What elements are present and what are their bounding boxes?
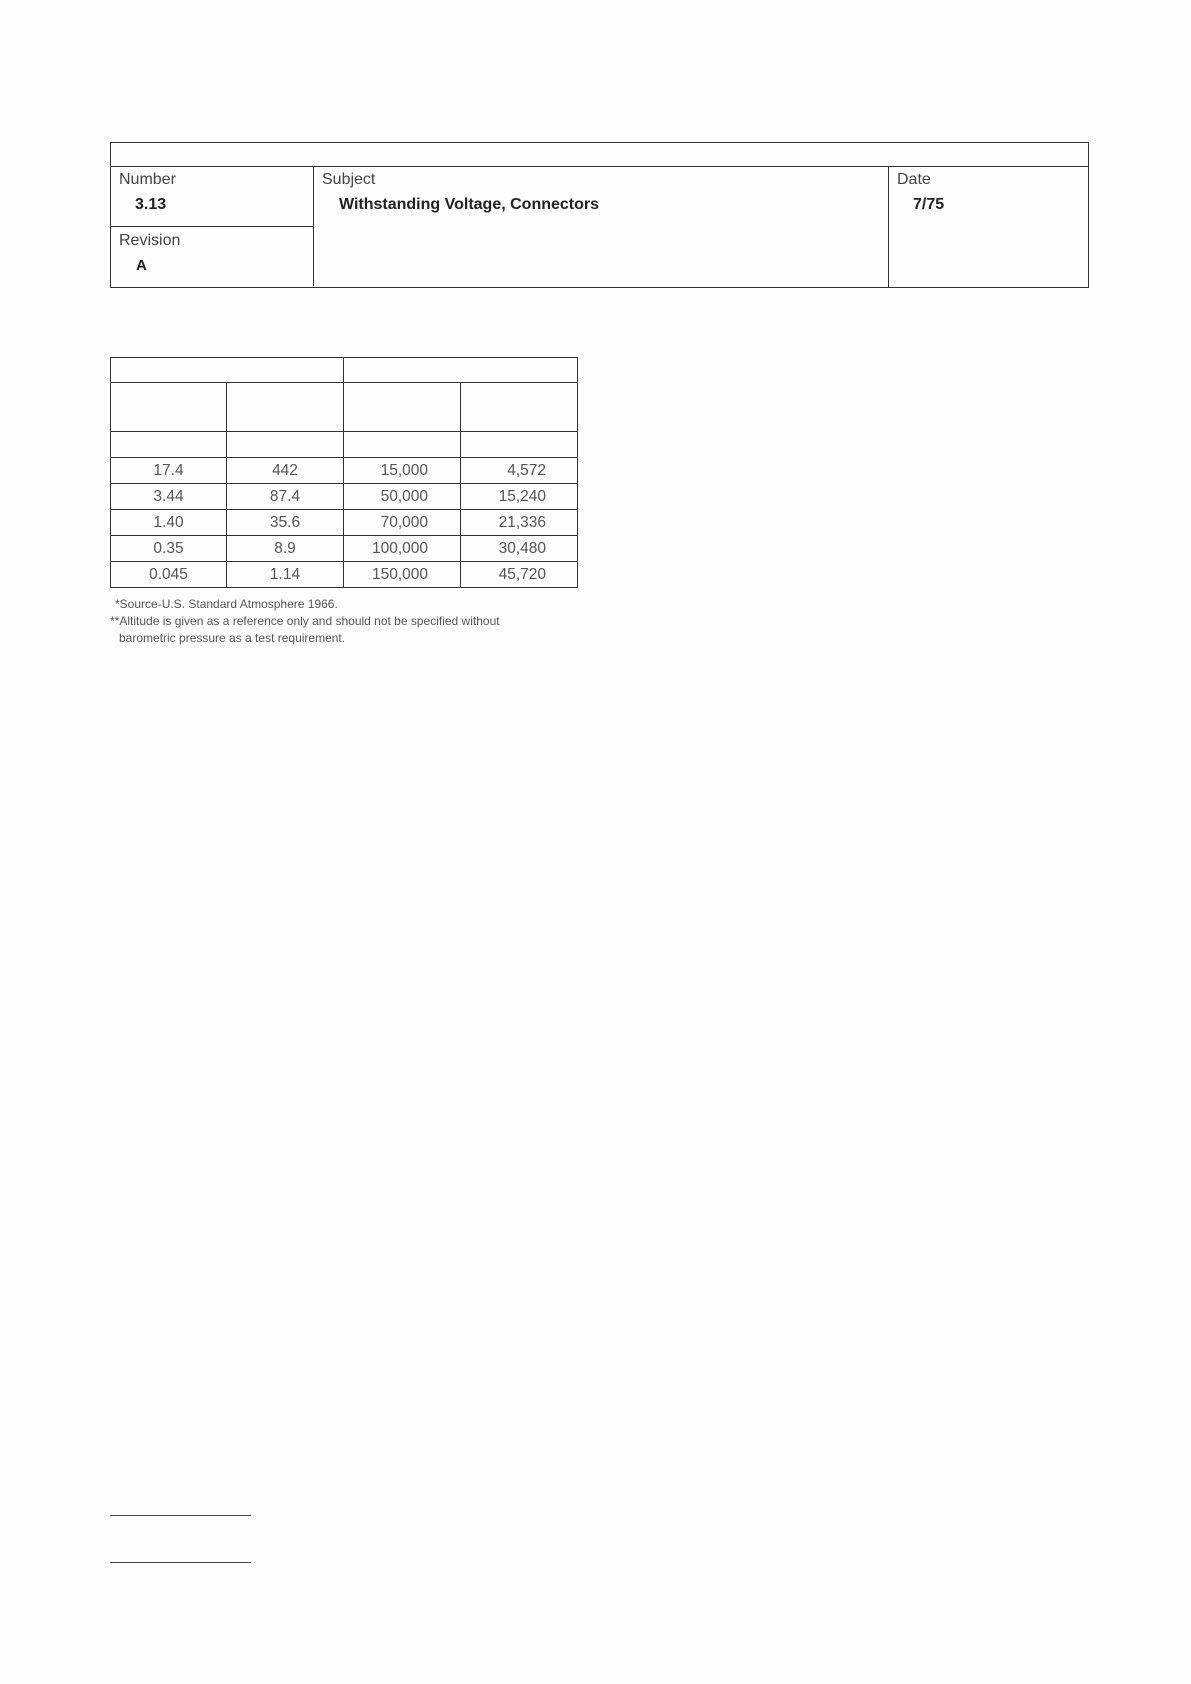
revision-cell (111, 227, 314, 286)
footnote-altitude: **Altitude is given as a reference only and should not be specified without (110, 614, 500, 628)
footnote-source: *Source-U.S. Standard Atmosphere 1966. (115, 597, 338, 611)
table-row (111, 458, 578, 484)
table-cell: 45,720 (461, 562, 578, 588)
table-cell: 87.4 (227, 484, 344, 510)
header-cell (461, 383, 578, 432)
table-footnotes (110, 596, 500, 647)
table-cell: 8.9 (227, 536, 344, 562)
table-row (111, 484, 578, 510)
table-header-row (111, 383, 578, 432)
table-unit-row (111, 432, 578, 458)
header-cell (227, 383, 344, 432)
table-cell: 3.44 (111, 484, 227, 510)
header-cell (111, 383, 227, 432)
table-cell: 100,000 (344, 536, 461, 562)
table-cell: 15,000 (344, 458, 461, 484)
table-row (111, 510, 578, 536)
subject-label: Subject (322, 171, 376, 188)
unit-cell (461, 432, 578, 458)
table-cell: 17.4 (111, 458, 227, 484)
header-group-cell (344, 358, 578, 383)
document-header (110, 142, 1089, 288)
table-cell: 1.14 (227, 562, 344, 588)
table-row (111, 536, 578, 562)
number-label: Number (119, 171, 176, 188)
table-cell: 1.40 (111, 510, 227, 536)
date-value: 7/75 (913, 196, 945, 213)
revision-label: Revision (119, 232, 181, 249)
date-label: Date (897, 171, 931, 188)
table-cell: 21,336 (461, 510, 578, 536)
unit-cell (111, 432, 227, 458)
table-header-row (111, 358, 578, 383)
table-cell: 35.6 (227, 510, 344, 536)
revision-value: A (136, 257, 147, 274)
table-cell: 70,000 (344, 510, 461, 536)
pressure-altitude-table (110, 357, 578, 588)
table-cell: 4,572 (461, 458, 578, 484)
subject-cell (314, 166, 889, 287)
footnote-altitude-continued: barometric pressure as a test requirement. (119, 631, 346, 645)
table-cell: 50,000 (344, 484, 461, 510)
number-cell (111, 166, 314, 227)
signature-line (110, 1562, 251, 1563)
table-cell: 0.045 (111, 562, 227, 588)
table-cell: 150,000 (344, 562, 461, 588)
table-row (111, 562, 578, 588)
unit-cell (344, 432, 461, 458)
table-cell: 442 (227, 458, 344, 484)
unit-cell (227, 432, 344, 458)
table-cell: 0.35 (111, 536, 227, 562)
header-group-cell (111, 358, 344, 383)
subject-value: Withstanding Voltage, Connectors (339, 196, 600, 213)
header-cell (344, 383, 461, 432)
signature-line (110, 1515, 251, 1516)
date-cell (889, 166, 1088, 287)
header-title-band (111, 143, 1088, 167)
table-cell: 30,480 (461, 536, 578, 562)
number-value: 3.13 (135, 196, 167, 213)
table-cell: 15,240 (461, 484, 578, 510)
